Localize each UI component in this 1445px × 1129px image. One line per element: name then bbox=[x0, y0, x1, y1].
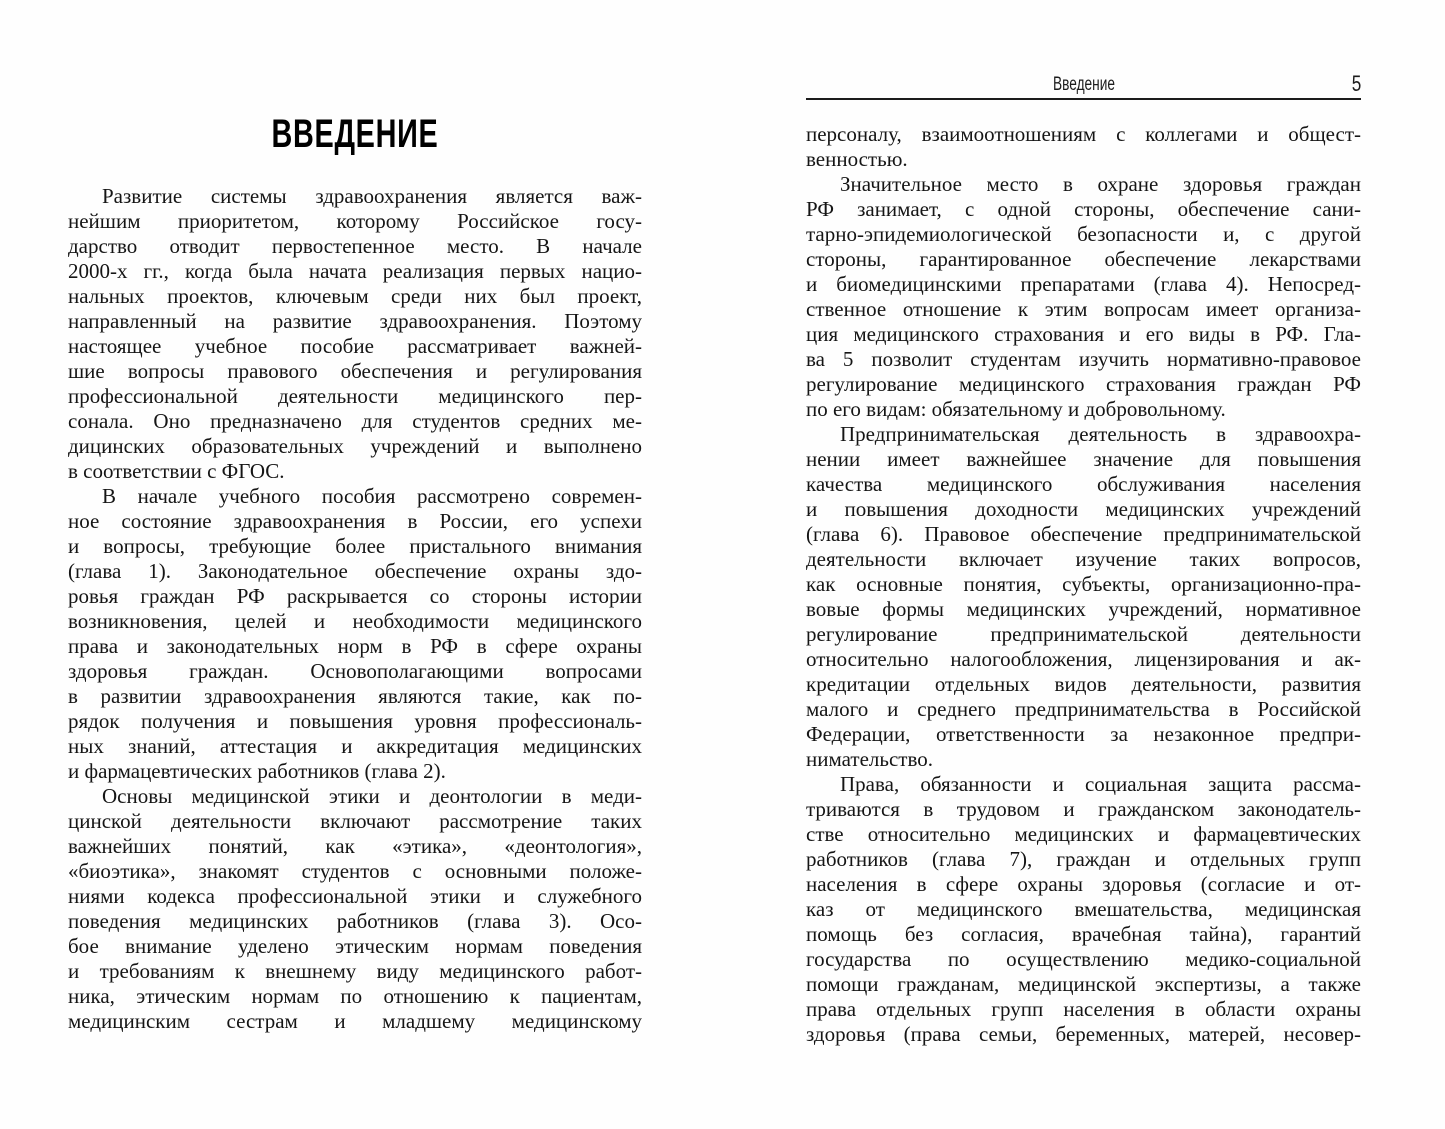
text-line: кредитации отдельных видов деятельности, развития bbox=[806, 672, 1361, 696]
text-line: Федерации, ответственности за незаконное предпри- bbox=[806, 722, 1361, 746]
text-line: и фармацевтических работников (глава 2). bbox=[68, 759, 446, 783]
paragraph bbox=[806, 122, 1361, 172]
text-line: ция медицинского страхования и его виды в РФ. Гла- bbox=[806, 322, 1361, 346]
text-line: (глава 6). Правовое обеспечение предпринимательской bbox=[806, 522, 1361, 546]
text-line: и биомедицинскими препаратами (глава 4). Непосред- bbox=[806, 272, 1361, 296]
text-line: В начале учебного пособия рассмотрено современ- bbox=[102, 484, 642, 508]
text-line: регулирование предпринимательской деятельности bbox=[806, 622, 1361, 646]
text-line: нимательство. bbox=[806, 747, 933, 771]
text-line: цинской деятельности включают рассмотрение таких bbox=[68, 809, 642, 833]
text-line: важнейших понятий, как «этика», «деонтология», bbox=[68, 834, 642, 858]
text-line: РФ занимает, с одной стороны, обеспечение сани- bbox=[806, 197, 1361, 221]
text-line: населения в сфере охраны здоровья (согласие и от- bbox=[806, 872, 1361, 896]
text-line: ственное отношение к этим вопросам имеет организа- bbox=[806, 297, 1361, 321]
paragraph bbox=[806, 172, 1361, 422]
text-line: здоровья (права семьи, беременных, матерей, несовер- bbox=[806, 1022, 1361, 1046]
text-line: Основы медицинской этики и деонтологии в меди- bbox=[102, 784, 642, 808]
chapter-title bbox=[68, 113, 642, 155]
text-line: «биоэтика», знакомят студентов с основными положе- bbox=[68, 859, 642, 883]
text-line: помощи гражданам, медицинской экспертизы, а также bbox=[806, 972, 1361, 996]
running-header-title: Введение bbox=[1052, 74, 1115, 95]
text-line: Развитие системы здравоохранения является важ- bbox=[102, 184, 642, 208]
text-line: работников (глава 7), граждан и отдельных групп bbox=[806, 847, 1361, 871]
text-line: Предпринимательская деятельность в здравоохра- bbox=[840, 422, 1361, 446]
text-line: и повышения доходности медицинских учреждений bbox=[806, 497, 1361, 521]
text-line: (глава 1). Законодательное обеспечение охраны здо- bbox=[68, 559, 642, 583]
text-line: ниями кодекса профессиональной этики и служебного bbox=[68, 884, 642, 908]
text-line: настоящее учебное пособие рассматривает важней- bbox=[68, 334, 642, 358]
text-line: здоровья граждан. Основополагающими вопросами bbox=[68, 659, 642, 683]
text-line: шие вопросы правового обеспечения и регулирования bbox=[68, 359, 642, 383]
text-line: Права, обязанности и социальная защита рассма- bbox=[840, 772, 1361, 796]
text-line: нейшим приоритетом, которому Российское госу- bbox=[68, 209, 642, 233]
text-line: бое внимание уделено этическим нормам поведения bbox=[68, 934, 642, 958]
text-line: 2000-х гг., когда была начата реализация первых нацио- bbox=[68, 259, 642, 283]
text-line: рядок получения и повышения уровня профессиональ- bbox=[68, 709, 642, 733]
text-line: деятельности включает изучение таких вопросов, bbox=[806, 547, 1361, 571]
text-line: как основные понятия, субъекты, организационно-пра- bbox=[806, 572, 1361, 596]
right-page bbox=[806, 0, 1361, 1047]
text-line: ное состояние здравоохранения в России, его успехи bbox=[68, 509, 642, 533]
text-line: поведения медицинских работников (глава 3). Осо- bbox=[68, 909, 642, 933]
text-line: регулирование медицинского страхования граждан РФ bbox=[806, 372, 1361, 396]
text-line: стве относительно медицинских и фармацевтических bbox=[806, 822, 1361, 846]
paragraph bbox=[68, 784, 642, 1034]
text-line: качества медицинского обслуживания населения bbox=[806, 472, 1361, 496]
text-line: Значительное место в охране здоровья граждан bbox=[840, 172, 1361, 196]
paragraph bbox=[68, 184, 642, 484]
left-page-text bbox=[68, 184, 642, 1034]
page-number: 5 bbox=[1351, 71, 1361, 96]
text-line: по его видам: обязательному и добровольному. bbox=[806, 397, 1226, 421]
text-line: малого и среднего предпринимательства в Российской bbox=[806, 697, 1361, 721]
text-line: нальных проектов, ключевым среди них был проект, bbox=[68, 284, 642, 308]
text-line: дицинских образовательных учреждений и выполнено bbox=[68, 434, 642, 458]
text-line: права и законодательных норм в РФ в сфере охраны bbox=[68, 634, 642, 658]
text-line: вовые формы медицинских учреждений, нормативное bbox=[806, 597, 1361, 621]
text-line: ровья граждан РФ раскрывается со стороны истории bbox=[68, 584, 642, 608]
text-line: возникновения, целей и необходимости медицинского bbox=[68, 609, 642, 633]
text-line: ва 5 позволит студентам изучить нормативно-правовое bbox=[806, 347, 1361, 371]
text-line: нении имеет важнейшее значение для повышения bbox=[806, 447, 1361, 471]
paragraph bbox=[806, 772, 1361, 1047]
running-header bbox=[806, 0, 1361, 100]
text-line: государства по осуществлению медико-социальной bbox=[806, 947, 1361, 971]
text-line: тарно-эпидемиологической безопасности и, с другой bbox=[806, 222, 1361, 246]
text-line: ника, этическим нормам по отношению к пациентам, bbox=[68, 984, 642, 1008]
text-line: и вопросы, требующие более пристального внимания bbox=[68, 534, 642, 558]
text-line: помощь без согласия, врачебная тайна), гарантий bbox=[806, 922, 1361, 946]
text-line: права отдельных групп населения в области охраны bbox=[806, 997, 1361, 1021]
text-line: относительно налогообложения, лицензирования и ак- bbox=[806, 647, 1361, 671]
text-line: персоналу, взаимоотношениям с коллегами и общест- bbox=[806, 122, 1361, 146]
right-page-text bbox=[806, 122, 1361, 1047]
paragraph bbox=[68, 484, 642, 784]
text-line: в развитии здравоохранения являются такие, как по- bbox=[68, 684, 642, 708]
left-page bbox=[68, 0, 642, 1034]
text-line: медицинским сестрам и младшему медицинскому bbox=[68, 1009, 642, 1033]
text-line: каз от медицинского вмешательства, медицинская bbox=[806, 897, 1361, 921]
text-line: и требованиям к внешнему виду медицинского работ- bbox=[68, 959, 642, 983]
text-line: профессиональной деятельности медицинского пер- bbox=[68, 384, 642, 408]
text-line: стороны, гарантированное обеспечение лекарствами bbox=[806, 247, 1361, 271]
text-line: ных знаний, аттестация и аккредитация медицинских bbox=[68, 734, 642, 758]
text-line: в соответствии с ФГОС. bbox=[68, 459, 285, 483]
chapter-title-text: ВВЕДЕНИЕ bbox=[271, 112, 439, 156]
text-line: триваются в трудовом и гражданском законодатель- bbox=[806, 797, 1361, 821]
paragraph bbox=[806, 422, 1361, 772]
text-line: направленный на развитие здравоохранения. Поэтому bbox=[68, 309, 642, 333]
text-line: сонала. Оно предназначено для студентов средних ме- bbox=[68, 409, 642, 433]
text-line: дарство отводит первостепенное место. В начале bbox=[68, 234, 642, 258]
text-line: венностью. bbox=[806, 147, 908, 171]
